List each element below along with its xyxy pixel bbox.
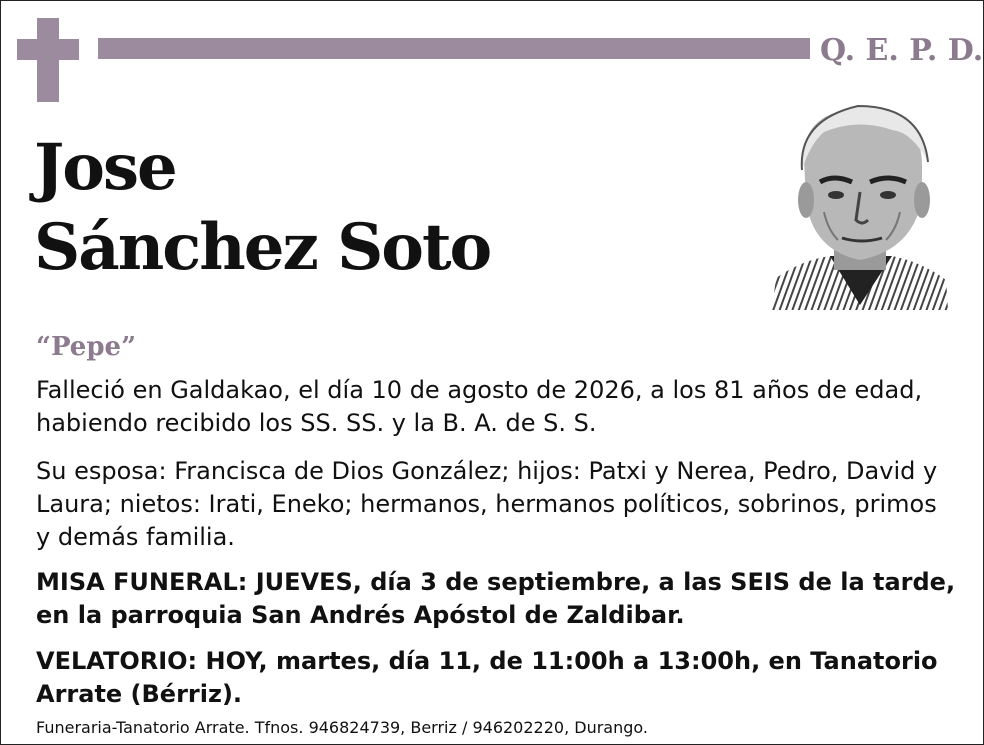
death-line: Falleció en Galdakao, el día 10 de agosto de 2026, a los 81 años de edad,: [36, 376, 923, 404]
wake-line: Arrate (Bérriz).: [36, 680, 243, 708]
cross-icon: [37, 18, 59, 102]
death-paragraph: [36, 374, 966, 440]
wake-line: VELATORIO: HOY, martes, día 11, de 11:00h a 13:00h, en Tanatorio: [36, 647, 938, 675]
portrait-photo: [772, 100, 948, 310]
family-line: Laura; nietos: Irati, Eneko; hermanos, hermanos políticos, sobrinos, primos: [36, 490, 937, 518]
death-line: habiendo recibido los SS. SS. y la B. A. de S. S.: [36, 409, 597, 437]
family-line: Su esposa: Francisca de Dios González; hijos: Patxi y Nerea, Pedro, David y: [36, 457, 938, 485]
wake-paragraph: [36, 645, 966, 711]
nickname: “Pepe”: [36, 332, 137, 362]
qepd-label: Q. E. P. D.: [820, 33, 984, 68]
funeral-line: en la parroquia San Andrés Apóstol de Zaldibar.: [36, 601, 685, 629]
funeral-home-footer: Funeraria-Tanatorio Arrate. Tfnos. 946824739, Berriz / 946202220, Durango.: [36, 718, 648, 737]
header-rule: [98, 38, 810, 59]
funeral-paragraph: [36, 566, 966, 632]
family-paragraph: [36, 455, 966, 554]
first-name: Jose: [34, 130, 176, 205]
surnames: Sánchez Soto: [34, 210, 491, 285]
deceased-name: [34, 128, 490, 288]
cross-icon-bar: [17, 39, 79, 60]
family-line: y demás familia.: [36, 523, 235, 551]
funeral-line: MISA FUNERAL: JUEVES, día 3 de septiembre, a las SEIS de la tarde,: [36, 568, 956, 596]
